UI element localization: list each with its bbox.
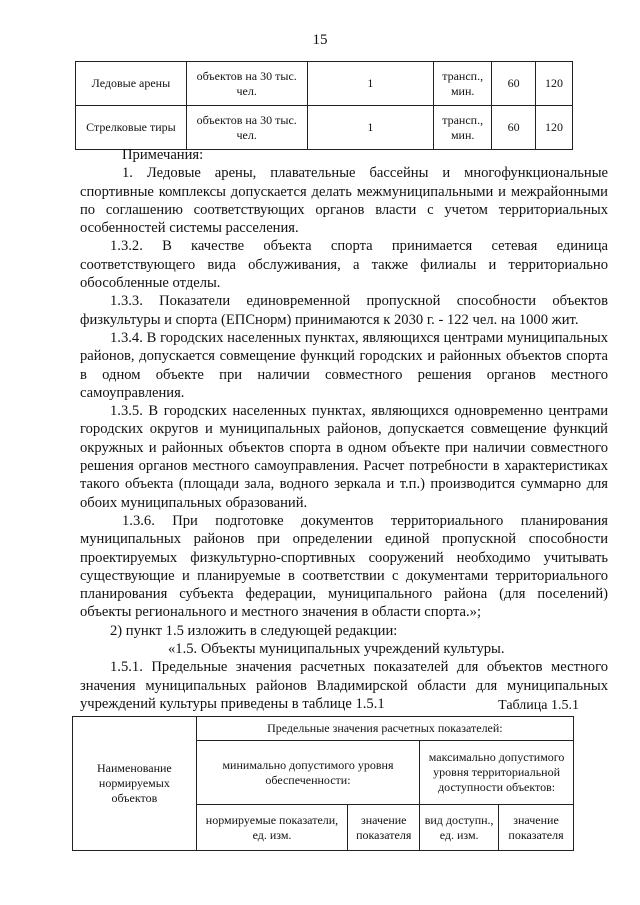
unit-cell: объектов на 30 тыс. чел. — [186, 106, 307, 150]
min-value-cell: 60 — [492, 106, 536, 150]
document-body — [80, 146, 608, 713]
culture-norms-table — [72, 716, 574, 851]
table-row — [76, 62, 573, 106]
table-caption: Таблица 1.5.1 — [498, 698, 579, 713]
notes-heading: Примечания: — [122, 147, 204, 163]
facility-name-cell: Ледовые арены — [76, 62, 187, 106]
sub-header: значение показателя — [499, 805, 574, 851]
access-type-cell: трансп., мин. — [434, 106, 492, 150]
min-value-cell: 60 — [492, 62, 536, 106]
value-cell: 1 — [307, 106, 434, 150]
section-1-5-title: «1.5. Объекты муниципальных учреждений культуры. — [168, 641, 505, 658]
sports-facilities-table — [75, 61, 573, 150]
paragraph-1-5-1: 1.5.1. Предельные значения расчетных показателей для объектов местного значения муниципальных районов Владимирской области для муниципальных учреждений культуры приведены в таблице 1.5.1 — [80, 659, 608, 712]
sub-header: вид доступн., ед. изм. — [420, 805, 499, 851]
sub-header: значение показателя — [348, 805, 420, 851]
paragraph-1-3-2: 1.3.2. В качестве объекта спорта принимается сетевая единица соответствующего вида обслуживания, а также филиалы и территориально обособленные отделы. — [80, 238, 608, 292]
max-value-cell: 120 — [536, 106, 573, 150]
paragraph-1-3-3: 1.3.3. Показатели единовременной пропускной способности объектов физкультуры и спорта (ЕПСнорм) принимаются к 2030 г. - 122 чел. на 1000 жит. — [80, 293, 608, 328]
access-type-cell: трансп., мин. — [434, 62, 492, 106]
paragraph-1-3-5: 1.3.5. В городских населенных пунктах, являющихся одновременно центрами городских округов и муниципальных районов, допускается совмещение функций окружных и районных объектов спорта в одном объекте при наличии совместного решения органов местного самоуправления. Расчет потребности в характеристиках такого объекта (площади зала, водного зеркала и т.п.) производится суммарно для обоих муниципальных образований. — [80, 403, 608, 511]
unit-cell: объектов на 30 тыс. чел. — [186, 62, 307, 106]
limits-header: Предельные значения расчетных показателей: — [196, 717, 573, 741]
max-value-cell: 120 — [536, 62, 573, 106]
page-number: 15 — [312, 32, 328, 48]
paragraph-1-3-6: 1.3.6. При подготовке документов территориального планирования муниципальных районов при определении единой пропускной способности проектируемых физкультурно-спортивных сооружений необходимо учитывать существующие и планируемые в соответствии с документами территориального планирования субъекта федерации, муниципального района (для поселений) объекты регионального и местного значения в области спорта.»; — [80, 512, 608, 621]
table-row — [73, 717, 574, 741]
value-cell: 1 — [307, 62, 434, 106]
paragraph-1-3-4: 1.3.4. В городских населенных пунктах, являющихся центрами муниципальных районов, допускается совмещение функций городских и районных объектов спорта в одном объекте при наличии совместного решения органов местного самоуправления. — [80, 329, 608, 401]
table-row — [76, 106, 573, 150]
note-1: 1. Ледовые арены, плавательные бассейны и многофункциональные спортивные комплексы допускается делать межмуниципальными и межрайонными по соглашению соответствующих органов власти с учетом территориальных особенностей системы расселения. — [80, 165, 608, 237]
sub-header: нормируемые показатели, ед. изм. — [196, 805, 348, 851]
item-2: 2) пункт 1.5 изложить в следующей редакции: — [110, 622, 398, 639]
facility-name-cell: Стрелковые тиры — [76, 106, 187, 150]
max-level-header: максимально допустимого уровня территориальной доступности объектов: — [420, 741, 574, 805]
name-header: Наименование нормируемых объектов — [73, 717, 197, 851]
min-level-header: минимально допустимого уровня обеспеченности: — [196, 741, 419, 805]
